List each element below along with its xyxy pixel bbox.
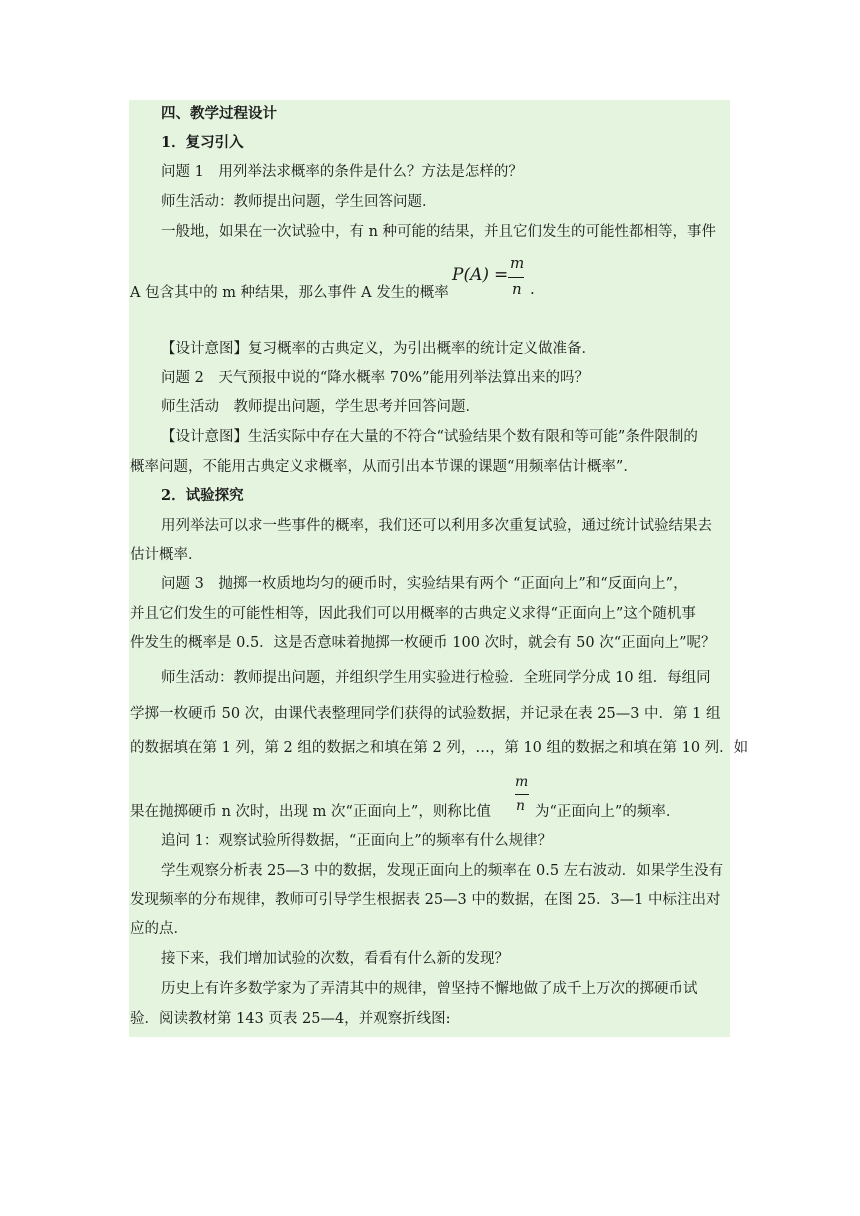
question-3-line-1: 问题 3 抛掷一枚质地均匀的硬币时，实验结果有两个 “正面向上”和“反面向上”， bbox=[161, 576, 688, 592]
fraction-numerator: m bbox=[515, 774, 529, 790]
question-1: 问题 1 用列举法求概率的条件是什么？方法是怎样的？ bbox=[161, 164, 523, 180]
activity-3-line-3: 的数据填在第 1 列，第 2 组的数据之和填在第 2 列，…，第 10 组的数据之和填在第 10 列．如 bbox=[130, 740, 749, 756]
subsection-heading-experiment: 2．试验探究 bbox=[161, 487, 244, 504]
activity-3-line-1: 师生活动：教师提出问题，并组织学生用实验进行检验．全班同学分成 10 组．每组同 bbox=[161, 670, 711, 686]
definition-line-1: 一般地，如果在一次试验中，有 n 种可能的结果，并且它们发生的可能性都相等，事件 bbox=[161, 224, 717, 240]
section-heading: 四、教学过程设计 bbox=[161, 105, 277, 122]
probability-formula bbox=[452, 256, 542, 302]
formula-equals: = bbox=[494, 265, 509, 285]
design-intent-1: 【设计意图】复习概率的古典定义，为引出概率的统计定义做准备． bbox=[161, 341, 596, 357]
intro-line-2: 估计概率． bbox=[130, 547, 203, 563]
history-line-1: 历史上有许多数学家为了弄清其中的规律，曾坚持不懈地做了成千上万次的掷硬币试 bbox=[161, 981, 698, 997]
fraction-denominator: n bbox=[516, 798, 526, 814]
intro-line-1: 用列举法可以求一些事件的概率，我们还可以利用多次重复试验，通过统计试验结果去 bbox=[161, 518, 712, 534]
formula-lhs: P(A) bbox=[452, 265, 489, 285]
observation-line-2: 发现频率的分布规律，教师可引导学生根据表 25—3 中的数据，在图 25．3—1 中标注出对 bbox=[130, 892, 721, 908]
observation-line-3: 应的点． bbox=[130, 921, 188, 937]
activity-3-line-4b: 为“正面向上”的频率． bbox=[535, 804, 681, 820]
formula-period: . bbox=[530, 280, 535, 298]
activity-1: 师生活动：教师提出问题，学生回答问题． bbox=[161, 194, 437, 210]
next-step: 接下来，我们增加试验的次数，看看有什么新的发现？ bbox=[161, 951, 509, 967]
design-intent-2-line-2: 概率问题，不能用古典定义求概率，从而引出本节课的课题“用频率估计概率”． bbox=[130, 459, 638, 475]
question-3-line-2: 并且它们发生的可能性相等，因此我们可以用概率的古典定义求得“正面向上”这个随机事 bbox=[130, 606, 696, 622]
formula-denominator: n bbox=[512, 280, 522, 298]
question-3-line-3: 件发生的概率是 0.5．这是否意味着抛掷一枚硬币 100 次时，就会有 50 次“正面向上”呢？ bbox=[130, 635, 716, 651]
question-2: 问题 2 天气预报中说的“降水概率 70%”能用列举法算出来的吗？ bbox=[161, 370, 589, 386]
formula-numerator: m bbox=[510, 254, 525, 272]
fraction-bar bbox=[515, 794, 529, 795]
activity-3-line-2: 学掷一枚硬币 50 次，由课代表整理同学们获得的试验数据，并记录在表 25—3 中．第 1 组 bbox=[130, 706, 721, 722]
design-intent-2-line-1: 【设计意图】生活实际中存在大量的不符合“试验结果个数有限和等可能”条件限制的 bbox=[161, 429, 698, 445]
follow-up-1: 追问 1：观察试验所得数据，“正面向上”的频率有什么规律？ bbox=[161, 833, 553, 849]
history-line-2: 验．阅读教材第 143 页表 25—4，并观察折线图: bbox=[130, 1011, 451, 1027]
definition-line-2: A 包含其中的 m 种结果，那么事件 A 发生的概率 bbox=[130, 285, 449, 301]
activity-3-line-4a: 果在抛掷硬币 n 次时，出现 m 次“正面向上”，则称比值 bbox=[130, 804, 491, 820]
subsection-heading-review: 1．复习引入 bbox=[161, 134, 244, 151]
observation-line-1: 学生观察分析表 25—3 中的数据，发现正面向上的频率在 0.5 左右波动．如果学生没有 bbox=[161, 863, 724, 879]
activity-2: 师生活动 教师提出问题，学生思考并回答问题． bbox=[161, 399, 480, 415]
formula-fraction-bar bbox=[508, 277, 524, 278]
frequency-fraction bbox=[513, 774, 535, 818]
